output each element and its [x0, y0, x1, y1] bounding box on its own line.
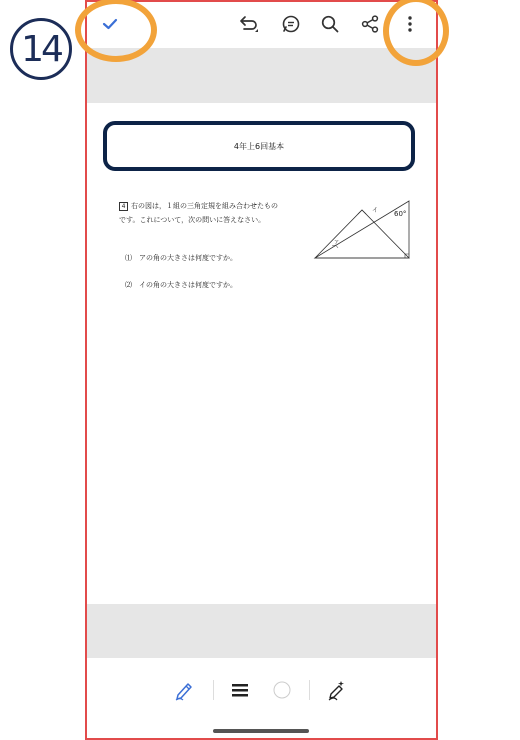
line-weight-button[interactable]	[228, 678, 252, 702]
annotation-circle-done	[75, 0, 157, 62]
color-circle-icon	[272, 680, 292, 700]
home-indicator[interactable]	[213, 729, 309, 733]
question-text: 右の図は，１組の三角定規を組み合わせたものです。これについて，次の問いに答えなさい。	[119, 202, 278, 224]
triangle-figure	[312, 198, 412, 262]
comment-icon	[281, 14, 301, 34]
toolbar-separator	[213, 680, 214, 700]
sub-question-2: ⑵ イの角の大きさは何度ですか。	[125, 281, 237, 289]
annotation-number: 14	[10, 18, 72, 80]
pen-icon	[174, 679, 196, 701]
color-picker-button[interactable]	[270, 678, 294, 702]
share-button[interactable]	[356, 10, 384, 38]
undo-button[interactable]	[235, 10, 263, 38]
annotation-circle-more	[383, 0, 449, 66]
share-icon	[360, 14, 380, 34]
label-i: イ	[372, 207, 379, 214]
phone-screen	[85, 0, 438, 740]
search-button[interactable]	[316, 10, 344, 38]
pen-tool-button[interactable]	[173, 678, 197, 702]
document-page[interactable]	[87, 103, 436, 604]
document-header	[103, 121, 415, 171]
magic-pen-button[interactable]	[325, 678, 349, 702]
document-title: 4年上6回基本	[233, 141, 285, 151]
question-text-block	[119, 199, 279, 227]
comment-button[interactable]	[277, 10, 305, 38]
label-a: ア	[334, 240, 340, 246]
question-number: 4	[119, 202, 128, 211]
page-gap-bottom	[87, 604, 436, 658]
search-icon	[320, 14, 340, 34]
undo-icon	[238, 14, 260, 34]
line-weight-icon	[231, 682, 249, 698]
magic-pen-icon	[326, 679, 348, 701]
sub-question-1: ⑴ アの角の大きさは何度ですか。	[125, 254, 237, 262]
drawing-toolbar	[87, 658, 436, 722]
toolbar-separator	[309, 680, 310, 700]
angle-label: 60°	[394, 210, 407, 218]
